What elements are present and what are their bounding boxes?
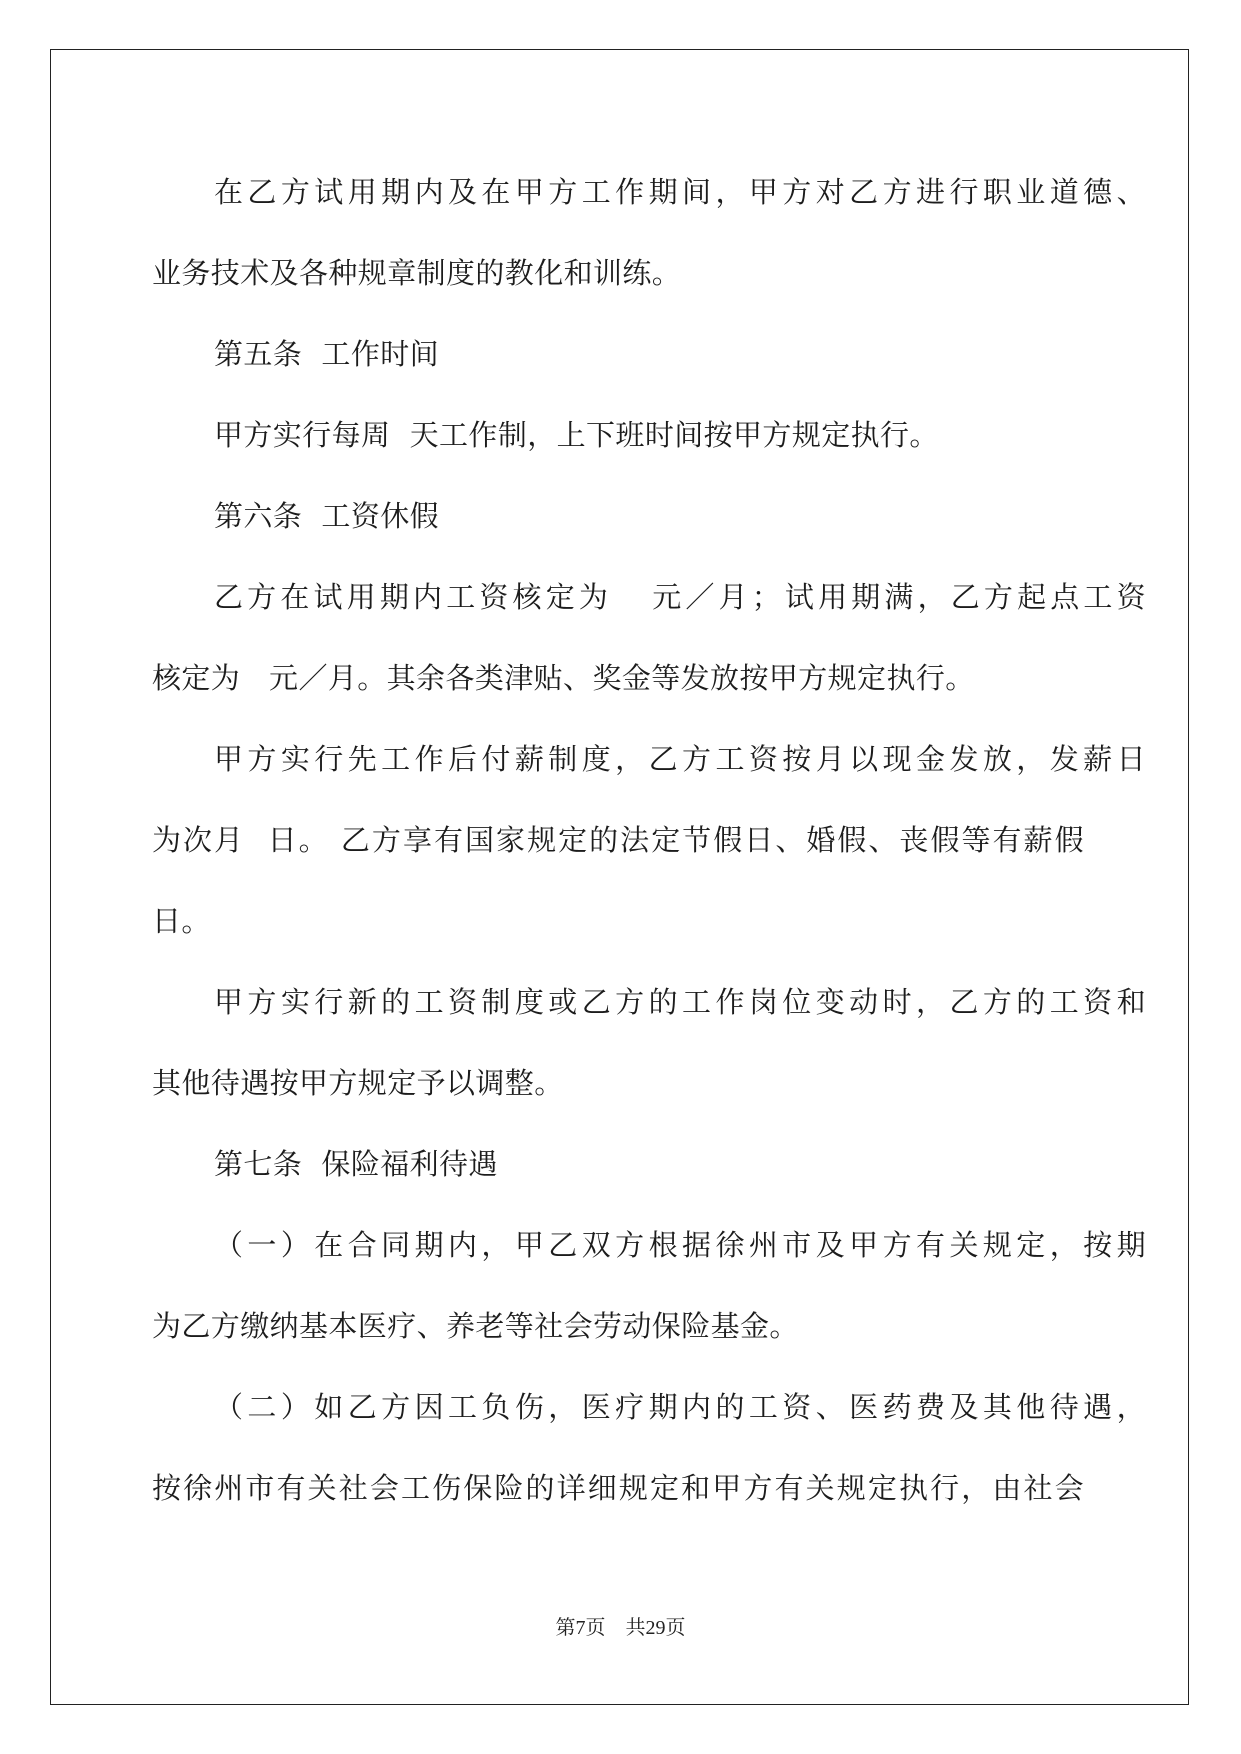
- footer-suffix: 页: [665, 1617, 686, 1639]
- paragraph-line: （二）如乙方因工负伤，医疗期内的工资、医药费及其他待遇，: [214, 1390, 1146, 1424]
- footer-middle: 页 共: [585, 1617, 646, 1639]
- paragraph-line: 甲方实行先工作后付薪制度，乙方工资按月以现金发放，发薪日: [214, 742, 1146, 776]
- section-heading: 第五条 工作时间: [214, 337, 440, 371]
- section-heading: 第六条 工资休假: [214, 499, 440, 533]
- paragraph-line: 核定为 元／月。其余各类津贴、奖金等发放按甲方规定执行。: [152, 661, 975, 695]
- total-pages-number: 29: [645, 1617, 666, 1639]
- section-heading: 第七条 保险福利待遇: [214, 1147, 498, 1181]
- paragraph-line: 在乙方试用期内及在甲方工作期间，甲方对乙方进行职业道德、: [214, 175, 1146, 209]
- paragraph-line: 为次月 日。 乙方享有国家规定的法定节假日、婚假、丧假等有薪假: [152, 823, 1084, 857]
- paragraph-line: 为乙方缴纳基本医疗、养老等社会劳动保险基金。: [152, 1309, 799, 1343]
- footer-prefix: 第: [555, 1617, 576, 1639]
- paragraph-line: 甲方实行新的工资制度或乙方的工作岗位变动时，乙方的工资和: [214, 985, 1146, 1019]
- paragraph-line: （一）在合同期内，甲乙双方根据徐州市及甲方有关规定，按期: [214, 1228, 1146, 1262]
- paragraph-line: 甲方实行每周 天工作制，上下班时间按甲方规定执行。: [214, 418, 939, 452]
- paragraph-line: 日。: [152, 904, 211, 938]
- paragraph-line: 业务技术及各种规章制度的教化和训练。: [152, 256, 682, 290]
- paragraph-line: 按徐州市有关社会工伤保险的详细规定和甲方有关规定执行，由社会: [152, 1471, 1084, 1505]
- paragraph-line: 乙方在试用期内工资核定为 元／月；试用期满，乙方起点工资: [214, 580, 1146, 614]
- page-footer: [0, 1611, 1241, 1640]
- current-page-number: 7: [575, 1617, 586, 1639]
- paragraph-line: 其他待遇按甲方规定予以调整。: [152, 1066, 564, 1100]
